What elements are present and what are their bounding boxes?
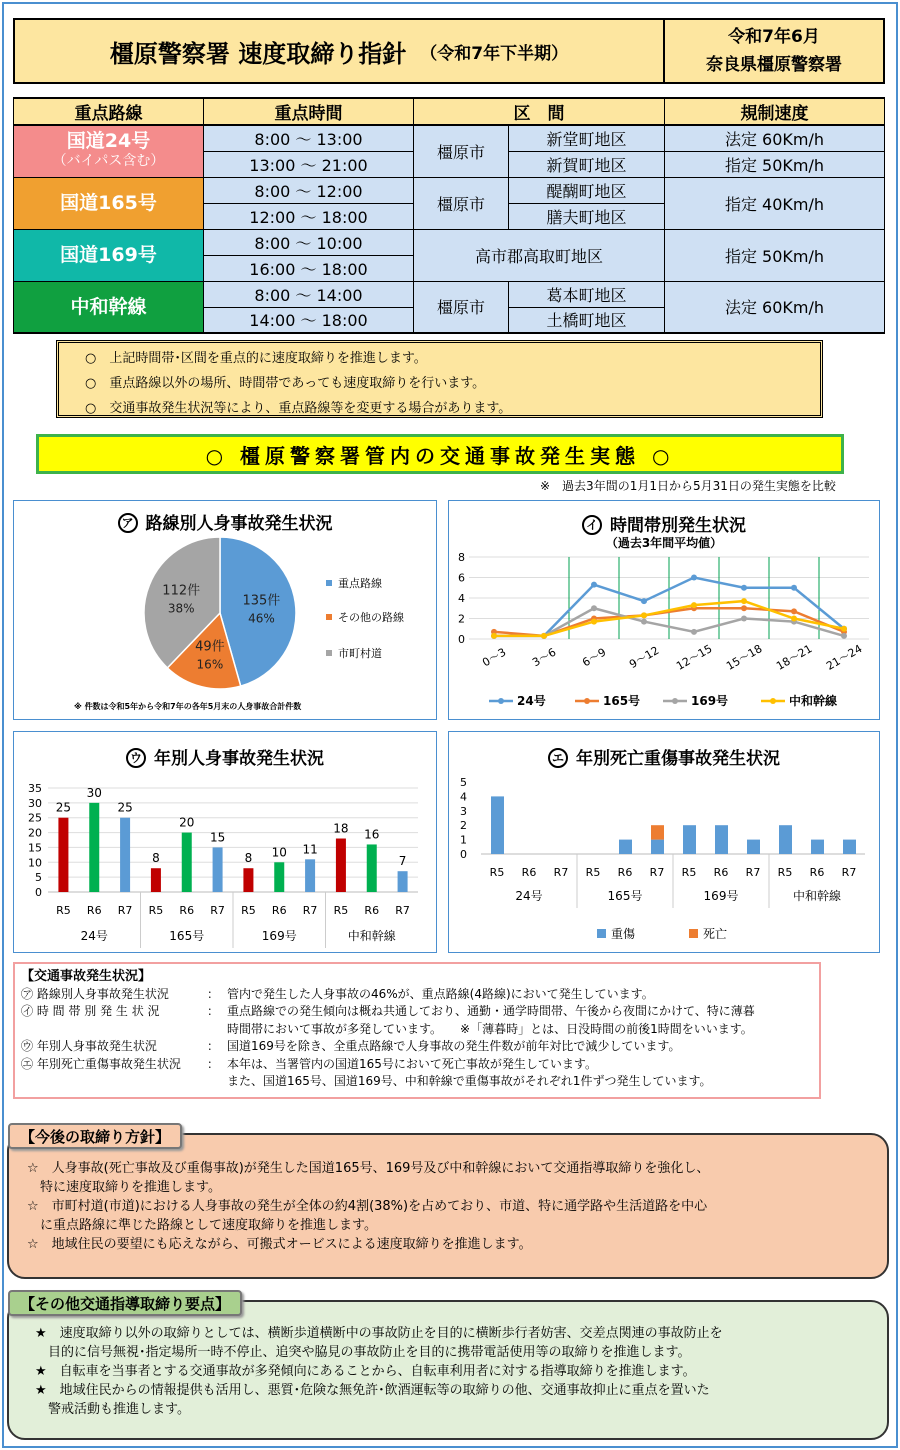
data-point xyxy=(591,582,597,588)
legend-label: 165号 xyxy=(603,694,641,708)
legend-marker xyxy=(672,698,678,704)
group-label: 165号 xyxy=(607,889,643,903)
policy-line: に重点路線に準じた路線として速度取締りを推進します。 xyxy=(27,1218,377,1233)
note-line: ○ 交通事故発生状況等により、重点路線等を変更する場合があります。 xyxy=(85,401,512,416)
x-tick-label: R5 xyxy=(489,866,505,879)
speed-cell: 法定 60Km/h xyxy=(665,125,885,151)
compare-note: ※ 過去3年間の1月1日から5月31日の発生実態を比較 xyxy=(540,479,836,493)
policy-line: ☆ 市町村道(市道)における人身事故の発生が全体の約4割(38%)を占めており、市道、特に通学路や生活道路を中心 xyxy=(27,1199,708,1214)
y-tick-label: 0 xyxy=(458,633,465,646)
x-tick-label: R5 xyxy=(333,904,349,917)
x-tick-label: R7 xyxy=(553,866,569,879)
area-cell: 高市郡高取町地区 xyxy=(414,229,665,281)
data-point xyxy=(741,585,747,591)
bar-chart xyxy=(14,732,438,954)
bar xyxy=(243,868,253,892)
bar xyxy=(305,859,315,892)
data-point xyxy=(591,605,597,611)
route-169: 国道169号 xyxy=(14,229,204,281)
data-point xyxy=(691,629,697,635)
y-tick-label: 20 xyxy=(28,826,42,840)
x-tick-label: R5 xyxy=(777,866,793,879)
bar xyxy=(398,871,408,892)
legend-marker xyxy=(770,698,776,704)
bar xyxy=(89,803,99,892)
x-tick-label: R5 xyxy=(681,866,697,879)
bar-value-label: 25 xyxy=(55,800,72,815)
bar xyxy=(213,847,223,892)
speed-cell: 指定 50Km/h xyxy=(665,229,885,281)
y-tick-label: 0 xyxy=(460,848,467,861)
data-point xyxy=(741,616,747,622)
schedule-header-row xyxy=(14,98,885,125)
line-chart xyxy=(449,501,881,721)
x-tick-label: R6 xyxy=(271,904,287,917)
stack-title: エ 年別死亡重傷事故発生状況 xyxy=(449,744,879,769)
other-line: 警戒活動も推進します。 xyxy=(35,1402,190,1417)
other-line: ★ 地域住民からの情報提供も活用し、悪質･危険な無免許･飲酒運転等の取締りの他、交通事故抑止に重点を置いた xyxy=(35,1383,710,1398)
col-route: 重点路線 xyxy=(14,98,204,125)
x-tick-label: R7 xyxy=(302,904,318,917)
table-row xyxy=(14,177,885,203)
y-tick-label: 2 xyxy=(458,612,465,626)
header-info xyxy=(665,20,883,82)
stack-segment xyxy=(747,840,760,854)
x-tick-label: 3～6 xyxy=(530,645,559,670)
bar-value-label: 16 xyxy=(364,827,380,842)
legend-marker xyxy=(584,698,590,704)
x-tick-label: R5 xyxy=(148,904,164,917)
data-point xyxy=(841,626,847,632)
data-point xyxy=(641,619,647,625)
group-label: 中和幹線 xyxy=(792,889,842,903)
x-tick-label: 18～21 xyxy=(774,642,815,673)
data-point xyxy=(691,575,697,581)
pie-percent-label: 46% xyxy=(248,611,275,626)
x-tick-label: R6 xyxy=(713,866,729,879)
bar xyxy=(274,862,284,892)
y-tick-label: 25 xyxy=(28,811,42,825)
stack-segment xyxy=(779,825,792,854)
col-section: 区 間 xyxy=(414,98,665,125)
table-row xyxy=(14,229,885,255)
summary-item: ㋓ 年別死亡重傷事故発生状況 ： 本年は、当署管内の国道165号において死亡事故が発生しています。 xyxy=(21,1056,597,1071)
stack-segment xyxy=(651,825,664,839)
group-label: 169号 xyxy=(703,889,739,903)
policy-line: ☆ 人身事故(死亡事故及び重傷事故)が発生した国道165号、169号及び中和幹線において交通指導取締りを強化し、 xyxy=(27,1161,710,1176)
pie-value-label: 135件 xyxy=(242,593,281,609)
table-row xyxy=(14,281,885,307)
x-tick-label: 15～18 xyxy=(724,642,765,673)
legend-label: 中和幹線 xyxy=(789,694,838,708)
pie-percent-label: 38% xyxy=(167,601,195,616)
line-chart-panel xyxy=(448,500,880,720)
area-cell: 醍醐町地区 xyxy=(509,177,665,203)
y-tick-label: 4 xyxy=(460,790,467,804)
pie-value-label: 49件 xyxy=(195,639,225,655)
bar-value-label: 30 xyxy=(86,785,102,800)
other-tab: 【その他交通指導取締り要点】 xyxy=(8,1290,242,1316)
time-cell: 8:00 ～ 13:00 xyxy=(204,125,414,151)
other-line: 目的に信号無視･指定場所一時不停止、追突や脇見の事故防止を目的に携帯電話使用等の取締りを推進します。 xyxy=(35,1345,691,1360)
data-point xyxy=(791,608,797,614)
y-tick-label: 4 xyxy=(458,592,465,605)
data-point xyxy=(641,598,647,604)
data-point xyxy=(641,612,647,618)
stack-segment xyxy=(619,840,632,854)
y-tick-label: 5 xyxy=(35,871,42,885)
stack-segment xyxy=(715,825,728,854)
data-point xyxy=(791,616,797,622)
issuing-org: 奈良県橿原警察署 xyxy=(706,55,842,75)
route-24: 国道24号 （バイパス含む） xyxy=(14,125,204,177)
data-point xyxy=(491,633,497,639)
route-165: 国道165号 xyxy=(14,177,204,229)
y-tick-label: 35 xyxy=(28,782,42,795)
data-point xyxy=(741,598,747,604)
bar-value-label: 15 xyxy=(209,830,226,845)
policy-line: 特に速度取締りを推進します。 xyxy=(27,1180,221,1195)
area-cell: 土橋町地区 xyxy=(509,307,665,333)
time-cell: 8:00 ～ 12:00 xyxy=(204,177,414,203)
line-subtitle: （過去3年間平均値） xyxy=(605,536,723,550)
y-tick-label: 1 xyxy=(460,833,467,847)
city-cell: 橿原市 xyxy=(414,177,509,229)
bar-value-label: 7 xyxy=(398,854,407,869)
area-cell: 新賀町地区 xyxy=(509,151,665,177)
x-tick-label: R7 xyxy=(745,866,761,879)
bar-value-label: 10 xyxy=(271,845,287,860)
time-cell: 8:00 ～ 14:00 xyxy=(204,281,414,307)
x-tick-label: R6 xyxy=(617,866,633,879)
legend-item: その他の路線 xyxy=(326,609,404,625)
y-tick-label: 8 xyxy=(458,551,465,564)
document-title: 橿原警察署 速度取締り指針 （令和7年下半期） xyxy=(15,20,665,82)
time-cell: 16:00 ～ 18:00 xyxy=(204,255,414,281)
time-cell: 8:00 ～ 10:00 xyxy=(204,229,414,255)
bar xyxy=(58,818,68,892)
time-cell: 14:00 ～ 18:00 xyxy=(204,307,414,333)
group-label: 中和幹線 xyxy=(347,929,396,943)
schedule-table xyxy=(13,97,885,334)
x-tick-label: R7 xyxy=(395,904,410,917)
other-line: ★ 速度取締り以外の取締りとしては、横断歩道横断中の事故防止を目的に横断歩行者妨害、交差点関連の事故防止を xyxy=(35,1326,723,1341)
x-tick-label: R6 xyxy=(364,904,380,917)
y-tick-label: 2 xyxy=(460,819,467,833)
time-cell: 13:00 ～ 21:00 xyxy=(204,151,414,177)
x-tick-label: 6～9 xyxy=(580,645,609,670)
area-cell: 膳夫町地区 xyxy=(509,203,665,229)
area-cell: 新堂町地区 xyxy=(509,125,665,151)
x-tick-label: R7 xyxy=(117,904,133,917)
other-line: ★ 自転車を当事者とする交通事故が多発傾向にあることから、自転車利用者に対する指導取締りを推進します。 xyxy=(35,1364,696,1379)
x-tick-label: R5 xyxy=(56,904,71,917)
y-tick-label: 6 xyxy=(458,571,465,585)
x-tick-label: 0～3 xyxy=(480,645,509,670)
stacked-chart xyxy=(449,732,881,954)
accident-summary xyxy=(13,962,821,1099)
city-cell: 橿原市 xyxy=(414,281,509,333)
policy-tab: 【今後の取締り方針】 xyxy=(8,1123,182,1149)
table-row xyxy=(14,125,885,151)
pie-percent-label: 16% xyxy=(196,657,224,672)
legend-label: 169号 xyxy=(691,694,729,708)
stack-segment xyxy=(491,796,504,854)
summary-item-cont: また、国道165号、国道169号、中和幹線で重傷事故がそれぞれ1件ずつ発生しています。 xyxy=(227,1074,712,1088)
data-point xyxy=(841,633,847,639)
y-tick-label: 30 xyxy=(28,796,42,810)
pie-footnote: ※ 件数は令和5年から令和7年の各年5月末の人身事故合計件数 xyxy=(74,702,302,711)
x-tick-label: R5 xyxy=(241,904,256,917)
x-tick-label: R5 xyxy=(585,866,601,879)
legend-marker xyxy=(498,698,504,704)
legend-marker xyxy=(689,929,698,938)
x-tick-label: R6 xyxy=(521,866,537,879)
x-tick-label: 12～15 xyxy=(674,642,715,673)
data-point xyxy=(691,602,697,608)
group-label: 169号 xyxy=(261,929,297,943)
y-tick-label: 15 xyxy=(28,841,42,855)
bar-value-label: 18 xyxy=(333,821,349,836)
col-time: 重点時間 xyxy=(204,98,414,125)
x-tick-label: R7 xyxy=(210,904,225,917)
summary-item: ㋐ 路線別人身事故発生状況 ： 管内で発生した人身事故の46%が、重点路線(4路線)において発生しています。 xyxy=(21,986,654,1001)
bar-title: ウ 年別人身事故発生状況 xyxy=(14,744,436,769)
city-cell: 橿原市 xyxy=(414,125,509,177)
route-chuwa: 中和幹線 xyxy=(14,281,204,333)
bar xyxy=(182,833,192,892)
area-cell: 葛本町地区 xyxy=(509,281,665,307)
notes-box xyxy=(56,340,823,418)
document-header xyxy=(13,18,885,84)
legend-marker xyxy=(597,929,606,938)
stacked-chart-panel xyxy=(448,731,880,953)
group-label: 24号 xyxy=(515,889,543,903)
group-label: 165号 xyxy=(169,929,205,943)
summary-item: ㋒ 年別人身事故発生状況 ： 国道169号を除き、全重点路線で人身事故の発生件数が前年対比で減少しています。 xyxy=(21,1039,681,1053)
bar xyxy=(336,839,346,892)
x-tick-label: R6 xyxy=(809,866,825,879)
speed-cell: 指定 40Km/h xyxy=(665,177,885,229)
summary-item: ㋑ 時 間 帯 別 発 生 状 況 ： 重点路線での発生傾向は概ね共通しており、通勤・通学時間帯、午後から夜間にかけて、特に薄暮 xyxy=(21,1004,755,1018)
note-line: ○ 上記時間帯･区間を重点的に速度取締りを推進します。 xyxy=(85,351,427,366)
policy-line: ☆ 地域住民の要望にも応えながら、可搬式オービスによる速度取締りを推進します。 xyxy=(27,1237,532,1252)
y-tick-label: 10 xyxy=(28,856,42,870)
data-point xyxy=(591,619,597,625)
col-speed: 規制速度 xyxy=(665,98,885,125)
speed-cell: 指定 50Km/h xyxy=(665,151,885,177)
other-panel xyxy=(7,1300,889,1440)
bar-chart-panel xyxy=(13,731,437,953)
bar-value-label: 25 xyxy=(117,800,133,815)
x-tick-label: R6 xyxy=(179,904,195,917)
data-point xyxy=(791,585,797,591)
bar-value-label: 20 xyxy=(179,815,195,830)
y-tick-label: 0 xyxy=(35,886,42,899)
policy-panel xyxy=(7,1133,889,1279)
bar-value-label: 8 xyxy=(152,851,160,866)
summary-title: 【交通事故発生状況】 xyxy=(21,969,152,984)
legend-label: 死亡 xyxy=(703,927,728,941)
x-tick-label: R7 xyxy=(841,866,857,879)
summary-item-cont: 時間帯において事故が多発しています。 ※「薄暮時」とは、日没時間の前後1時間をいいます。 xyxy=(227,1021,753,1036)
speed-cell: 法定 60Km/h xyxy=(665,281,885,333)
bar xyxy=(367,844,377,892)
data-point xyxy=(741,605,747,611)
bar xyxy=(120,818,130,892)
pie-title: ア 路線別人身事故発生状況 xyxy=(14,509,436,534)
y-tick-label: 3 xyxy=(460,804,467,818)
bar-value-label: 8 xyxy=(244,851,253,866)
time-cell: 12:00 ～ 18:00 xyxy=(204,203,414,229)
pie-value-label: 112件 xyxy=(162,583,201,599)
stack-segment xyxy=(651,840,664,854)
stack-segment xyxy=(683,825,696,854)
stack-segment xyxy=(843,840,856,854)
legend-label: 重傷 xyxy=(611,927,636,941)
line-title: イ 時間帯別発生状況 xyxy=(449,511,879,536)
legend-label: 24号 xyxy=(517,694,546,708)
pie-chart-panel xyxy=(13,500,437,720)
section-banner: ○ 橿原警察署管内の交通事故発生実態 ○ xyxy=(36,434,844,474)
issue-date: 令和7年6月 xyxy=(728,27,820,47)
data-point xyxy=(541,633,547,639)
x-tick-label: R6 xyxy=(86,904,102,917)
y-tick-label: 5 xyxy=(460,776,467,789)
legend-item: 重点路線 xyxy=(326,575,382,591)
stack-segment xyxy=(811,840,824,854)
legend-item: 市町村道 xyxy=(326,645,382,661)
bar-value-label: 11 xyxy=(302,842,318,857)
x-tick-label: 21～24 xyxy=(824,642,865,673)
x-tick-label: R7 xyxy=(649,866,665,879)
bar xyxy=(151,868,161,892)
x-tick-label: 9～12 xyxy=(627,643,662,672)
note-line: ○ 重点路線以外の場所、時間帯であっても速度取締りを行います。 xyxy=(85,376,486,391)
group-label: 24号 xyxy=(80,929,108,943)
